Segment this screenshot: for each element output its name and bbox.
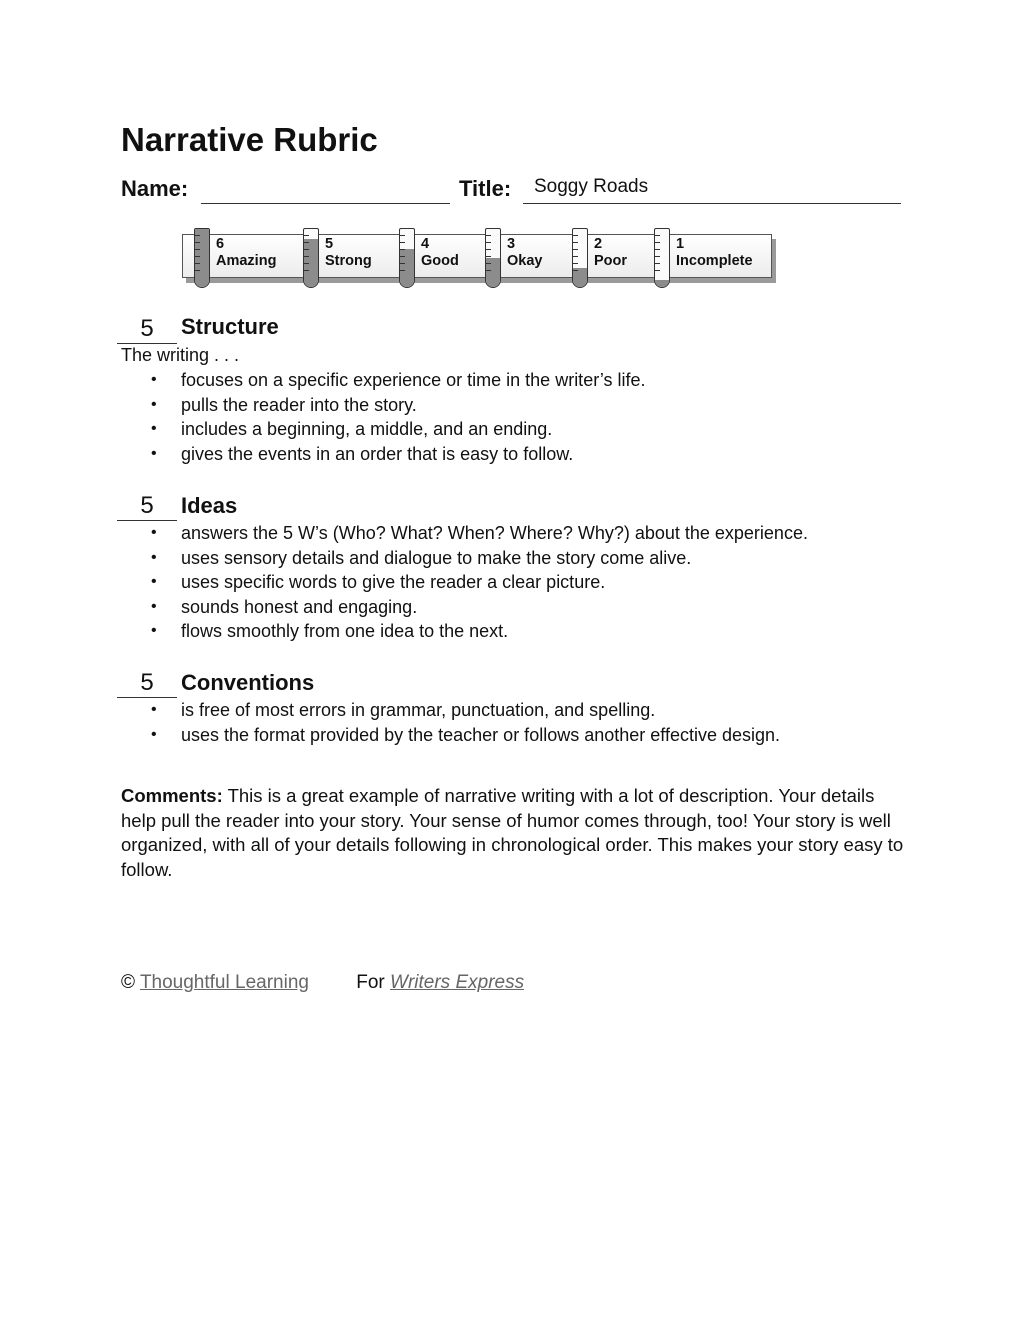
page-title: Narrative Rubric: [121, 121, 378, 158]
name-field[interactable]: [201, 173, 450, 204]
scale-level-5: [325, 236, 372, 270]
structure-intro: The writing . . .: [121, 345, 240, 365]
thermometer-icon: [485, 228, 501, 288]
thoughtful-learning-link[interactable]: Thoughtful Learning: [139, 972, 309, 993]
thermometer-icon: [572, 228, 588, 288]
structure-heading: Structure: [181, 314, 279, 339]
footer: [121, 972, 524, 994]
scale-number: 3: [507, 236, 516, 252]
list-item: • is free of most errors in grammar, punctuation, and spelling.: [121, 698, 780, 723]
scale-level-1: [676, 236, 753, 270]
thermometer-icon: [303, 228, 319, 288]
structure-criteria-list: [121, 368, 646, 466]
scale-number: 5: [325, 236, 334, 252]
scale-number: 4: [421, 236, 430, 252]
conventions-criteria-list: [121, 698, 780, 747]
ideas-heading: Ideas: [181, 493, 238, 518]
scale-number: 6: [216, 236, 225, 252]
conventions-heading: Conventions: [181, 670, 315, 695]
thermometer-icon: [399, 228, 415, 288]
scale-label: Poor: [594, 253, 628, 269]
rating-scale: [182, 228, 782, 290]
comments-block: [121, 784, 911, 882]
ideas-criteria-list: [121, 521, 808, 644]
list-item: • focuses on a specific experience or time in the writer’s life.: [121, 368, 646, 393]
writers-express-link[interactable]: Writers Express: [390, 972, 525, 993]
scale-level-4: [421, 236, 459, 270]
scale-number: 1: [676, 236, 685, 252]
title-label: Title:: [459, 176, 512, 201]
list-item: • sounds honest and engaging.: [121, 595, 808, 620]
scale-level-2: [594, 236, 627, 270]
scale-label: Amazing: [216, 253, 277, 269]
thermometer-icon: [194, 228, 210, 288]
thermometer-icon: [654, 228, 670, 288]
list-item: • uses sensory details and dialogue to make the story come alive.: [121, 546, 808, 571]
scale-label: Incomplete: [676, 253, 753, 269]
list-item: • flows smoothly from one idea to the next.: [121, 619, 808, 644]
ideas-score-field[interactable]: 5: [117, 492, 177, 521]
structure-score-field[interactable]: 5: [117, 315, 177, 344]
scale-label: Okay: [507, 253, 543, 269]
title-value: Soggy Roads: [534, 176, 649, 197]
conventions-score-field[interactable]: 5: [117, 669, 177, 698]
name-label: Name:: [121, 176, 189, 201]
comments-text: This is a great example of narrative writing with a lot of description. Your details help pull the reader into your story. Your sense of humor comes through, too! Your story is well organized, with all of your details following in chronological order. This makes your story easy to follow.: [121, 785, 904, 880]
for-label: For: [356, 972, 385, 993]
list-item: • answers the 5 W’s (Who? What? When? Where? Why?) about the experience.: [121, 521, 808, 546]
list-item: • gives the events in an order that is easy to follow.: [121, 442, 646, 467]
scale-number: 2: [594, 236, 603, 252]
list-item: • pulls the reader into the story.: [121, 393, 646, 418]
scale-label: Strong: [325, 253, 372, 269]
list-item: • uses the format provided by the teacher or follows another effective design.: [121, 723, 780, 748]
scale-level-3: [507, 236, 542, 270]
list-item: • includes a beginning, a middle, and an ending.: [121, 417, 646, 442]
list-item: • uses specific words to give the reader a clear picture.: [121, 570, 808, 595]
scale-level-6: [216, 236, 276, 270]
copyright-symbol: ©: [121, 972, 135, 993]
comments-label: Comments:: [121, 785, 223, 806]
scale-label: Good: [421, 253, 459, 269]
